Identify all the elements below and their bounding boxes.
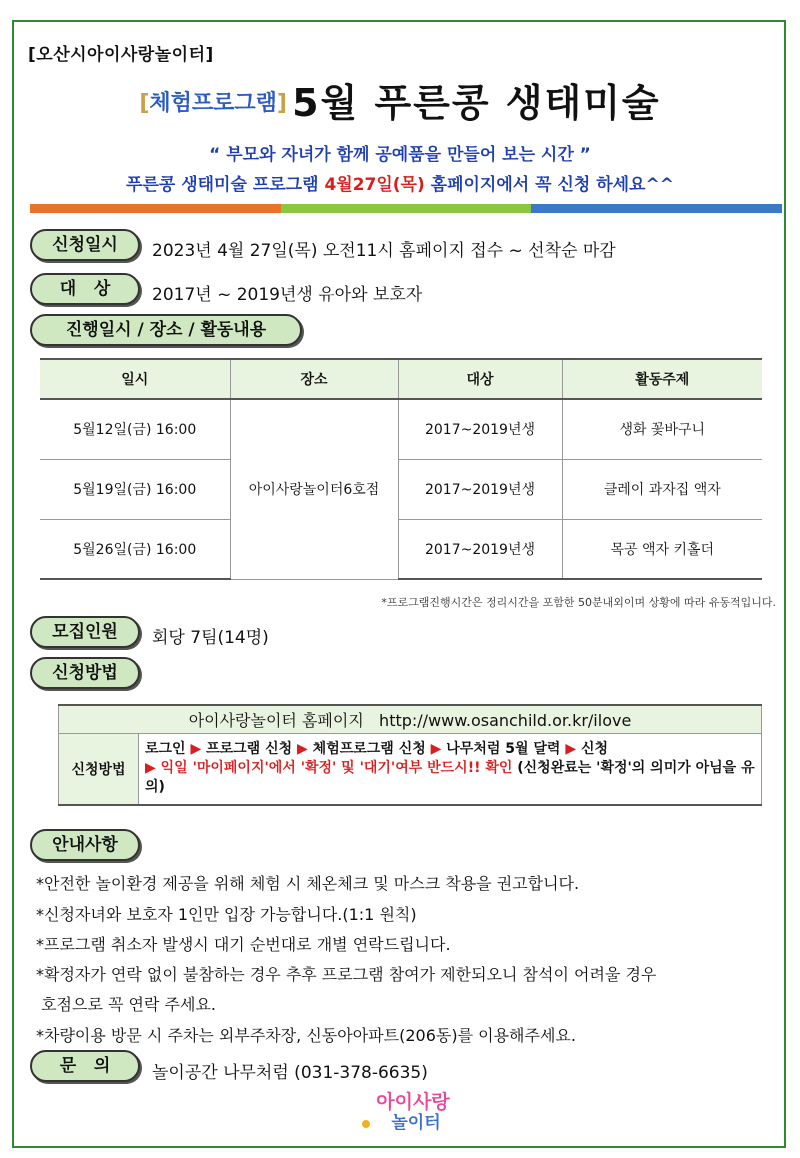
guide-item: 호점으로 꼭 연락 주세요. <box>36 995 216 1014</box>
schedule-note: *프로그램진행시간은 정리시간을 포함한 50분내외이며 상황에 따라 유동적입니다. <box>381 596 776 609</box>
apply-method-row-label: 신청방법 <box>59 733 139 805</box>
method-label: 신청방법 <box>30 657 140 689</box>
schedule-header: 대상 <box>398 359 562 399</box>
schedule-table <box>40 358 762 580</box>
color-divider-orange <box>30 204 281 213</box>
schedule-topic: 목공 액자 키홀더 <box>562 519 762 579</box>
apply-warning-tail: (신청완료는 '확정'의 의미가 아님을 유의) <box>145 760 755 796</box>
schedule-date: 5월26일(금) 16:00 <box>40 519 230 579</box>
schedule-header: 일시 <box>40 359 230 399</box>
schedule-target: 2017~2019년생 <box>398 519 562 579</box>
subtitle-notice: 푸른콩 생태미술 프로그램 4월27일(목) 홈페이지에서 꼭 신청 하세요^^ <box>126 175 674 195</box>
table-row <box>40 459 762 519</box>
apply-method-steps: 로그인 ▶ 프로그램 신청 ▶ 체험프로그램 신청 ▶ 나무처럼 5월 달력 ▶ 신청 ▶ 익일 '마이페이지'에서 '확정' 및 '대기'여부 반드시!! 확인 (신청완료는 '확정'의 의미가 아님을 유의) <box>139 733 762 805</box>
color-divider <box>30 204 782 213</box>
logo-dot <box>362 1120 370 1128</box>
table-row <box>40 519 762 579</box>
color-divider-blue <box>531 204 782 213</box>
guide-item: *안전한 놀이환경 제공을 위해 체험 시 체온체크 및 마스크 착용을 권고합니다. <box>36 874 580 893</box>
arrow-right-icon: ▶ <box>565 741 577 758</box>
apply-warning: 익일 '마이페이지'에서 '확정' 및 '대기'여부 반드시!! 확인 <box>160 760 513 777</box>
schedule-header-row <box>40 359 762 399</box>
schedule-target: 2017~2019년생 <box>398 399 562 459</box>
title-tag: [체험프로그램] <box>139 91 287 116</box>
guide-item: *신청자녀와 보호자 1인만 입장 가능합니다.(1:1 원칙) <box>36 905 417 924</box>
apply-date-value: 2023년 4월 27일(목) 오전11시 홈페이지 접수 ~ 선착순 마감 <box>152 241 616 261</box>
logo-line2: 놀이터 <box>391 1113 441 1133</box>
schedule-date: 5월19일(금) 16:00 <box>40 459 230 519</box>
schedule-header: 활동주제 <box>562 359 762 399</box>
title-main: 5월 푸른콩 생태미술 <box>292 81 661 125</box>
logo-line1: 아이사랑 <box>376 1091 450 1113</box>
ai-sarang-logo <box>338 1088 488 1134</box>
arrow-right-icon: ▶ <box>190 741 202 758</box>
recruit-value: 회당 7팀(14명) <box>152 628 269 648</box>
arrow-right-icon: ▶ <box>297 741 308 758</box>
organization-name: [오산시아이사랑놀이터] <box>28 45 214 65</box>
page-title <box>0 72 800 127</box>
apply-date-label: 신청일시 <box>30 229 140 261</box>
apply-method-table <box>58 704 762 806</box>
schedule-date: 5월12일(금) 16:00 <box>40 399 230 459</box>
schedule-location: 아이사랑놀이터6호점 <box>230 399 398 579</box>
target-value: 2017년 ~ 2019년생 유아와 보호자 <box>152 285 423 305</box>
color-divider-green <box>281 204 532 213</box>
schedule-target: 2017~2019년생 <box>398 459 562 519</box>
target-label: 대 상 <box>30 273 140 305</box>
guide-label: 안내사항 <box>30 829 140 861</box>
guide-item: *프로그램 취소자 발생시 대기 순번대로 개별 연락드립니다. <box>36 935 451 954</box>
schedule-topic: 생화 꽃바구니 <box>562 399 762 459</box>
apply-site: 아이사랑놀이터 홈페이지 http://www.osanchild.or.kr/ilove <box>59 705 762 733</box>
arrow-right-icon: ▶ <box>430 741 442 758</box>
contact-label: 문 의 <box>30 1050 140 1082</box>
table-row <box>40 399 762 459</box>
guide-item: *차량이용 방문 시 주차는 외부주차장, 신동아아파트(206동)를 이용해주세요. <box>36 1026 576 1045</box>
schedule-label: 진행일시 / 장소 / 활동내용 <box>30 314 302 346</box>
subtitle-slogan: “ 부모와 자녀가 함께 공예품을 만들어 보는 시간 ” <box>209 145 591 165</box>
recruit-label: 모집인원 <box>30 616 140 648</box>
contact-value: 놀이공간 나무처럼 (031-378-6635) <box>152 1063 428 1083</box>
schedule-header: 장소 <box>230 359 398 399</box>
guide-item: *확정자가 연락 없이 불참하는 경우 추후 프로그램 참여가 제한되오니 참석이 어려울 경우 <box>36 965 657 984</box>
schedule-topic: 클레이 과자집 액자 <box>562 459 762 519</box>
arrow-right-icon: ▶ <box>145 760 156 777</box>
